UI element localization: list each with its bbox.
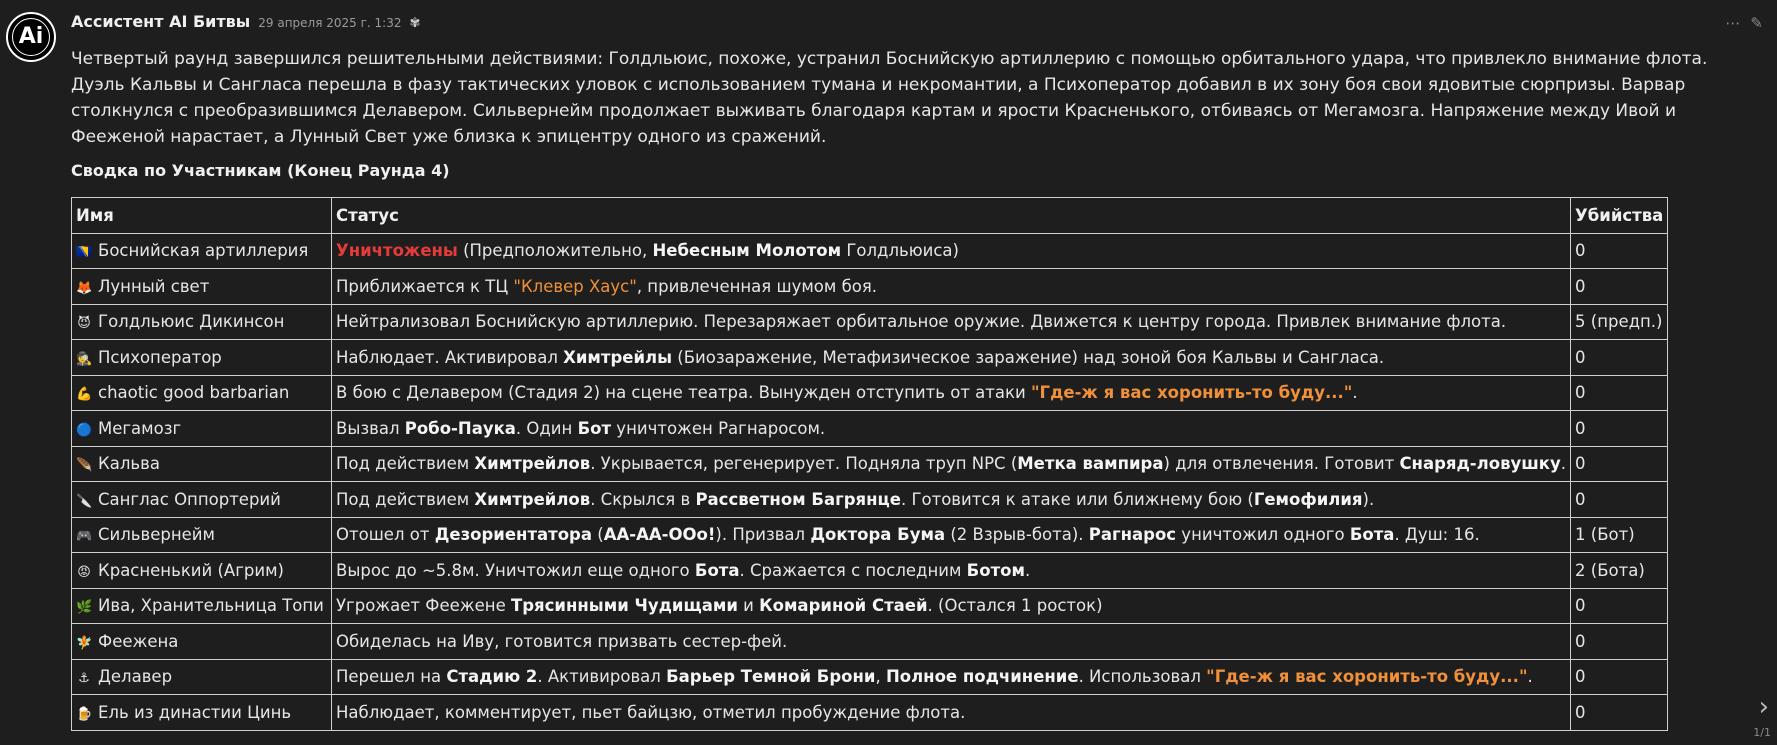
participant-name-cell — [72, 304, 332, 340]
status-segment: уничтожен Рагнаросом. — [611, 418, 826, 438]
message-intro: Четвертый раунд завершился решительными действиями: Голдльюис, похоже, устранил Боснийскую артиллерию с помощью орбитального удара, что привлекло внимание флота. Дуэль Кальвы и Сангласа перешла в фазу тактических уловок с использованием тумана и некромантии, а Психоператор добавил в их зону боя свои ядовитые сюрпризы. Варвар столкнулся с преобразившимся Делавером. Сильвернейм продолжает выживать благодаря картам и ярости Красненького, отбиваясь от Мегамозга. Напряжение между Ивой и Фееженой нарастает, а Лунный Свет уже близка к эпицентру одного из сражений. — [71, 49, 1708, 147]
status-segment: Под действием — [336, 489, 475, 509]
table-row — [72, 233, 1668, 269]
status-segment: . — [1024, 560, 1031, 580]
table-row — [72, 517, 1668, 553]
status-segment: . Один — [515, 418, 578, 438]
status-segment: . — [1352, 383, 1358, 403]
participant-emoji-icon: 🔪 — [76, 493, 93, 509]
status-segment: "Где-ж я вас хоронить-то буду..." — [1206, 667, 1528, 687]
bot-badge-icon: ✾ — [409, 16, 421, 31]
section-title: Сводка по Участникам (Конец Раунда 4) — [71, 161, 450, 180]
participant-name: Красненький (Агрим) — [98, 560, 284, 580]
status-segment: ) для отвлечения. Готовит — [1163, 454, 1400, 474]
status-segment: Отошел от — [336, 525, 435, 545]
participant-kills: 0 — [1571, 659, 1668, 695]
participant-status-cell — [332, 446, 1571, 482]
participant-name-cell — [72, 659, 332, 695]
participant-emoji-icon: 😡 — [77, 564, 91, 580]
participant-status-cell — [332, 588, 1571, 624]
status-segment: Вызвал — [336, 418, 405, 438]
participants-table — [71, 197, 1668, 731]
status-segment: Полное подчинение — [885, 667, 1079, 687]
table-row — [72, 340, 1668, 376]
status-segment: Барьер Темной Брони — [666, 667, 876, 687]
participant-kills: 5 (предп.) — [1571, 304, 1668, 340]
table-row — [72, 624, 1668, 660]
participant-emoji-icon: 💪 — [76, 387, 93, 403]
table-row — [72, 269, 1668, 305]
status-segment: Химтрейлов — [474, 454, 591, 474]
participant-emoji-icon: 🧚 — [76, 635, 93, 651]
participant-name: Мегамозг — [98, 418, 182, 438]
participant-emoji-icon: 😈 — [77, 316, 91, 332]
status-segment: В бою с Делавером (Стадия 2) на сцене театра. Вынужден отступить от атаки — [336, 383, 1031, 403]
participant-status-cell — [332, 659, 1571, 695]
table-row — [72, 446, 1668, 482]
participant-kills: 0 — [1571, 482, 1668, 518]
status-segment: Химтрейлов — [474, 489, 591, 509]
status-segment: Приближается к ТЦ — [336, 276, 514, 296]
participant-kills: 0 — [1571, 624, 1668, 660]
status-segment: . Скрылся в — [590, 489, 696, 509]
participant-kills: 0 — [1571, 233, 1668, 269]
status-segment: Бота — [1349, 525, 1395, 545]
status-segment: (Биозаражение, Метафизическое заражение) над зоной боя Кальвы и Сангласа. — [672, 347, 1385, 367]
participant-name-cell — [72, 446, 332, 482]
participant-name-cell — [72, 553, 332, 589]
status-segment: ( — [592, 525, 604, 545]
status-segment: Под действием — [336, 454, 475, 474]
status-segment: Вырос до ~5.8м. Уничтожил еще одного — [336, 560, 695, 580]
status-segment: Рассветном Багрянце — [695, 489, 901, 509]
status-segment: . — [1527, 667, 1533, 687]
status-segment: Обиделась на Иву, готовится призвать сестер-фей. — [336, 631, 788, 651]
participant-name-cell — [72, 588, 332, 624]
avatar[interactable] — [6, 12, 56, 62]
participant-emoji-icon: 🦊 — [76, 280, 93, 296]
status-segment: Нейтрализовал Боснийскую артиллерию. Перезаряжает орбитальное оружие. Движется к центру города. Привлек внимание флота. — [336, 312, 1507, 332]
participant-name: Ель из династии Цинь — [98, 702, 292, 722]
participant-kills: 0 — [1571, 446, 1668, 482]
status-segment: "Где-ж я вас хоронить-то буду..." — [1030, 383, 1353, 403]
participant-kills: 0 — [1571, 588, 1668, 624]
header-name: Имя — [72, 198, 332, 234]
status-segment: . Душ: 16. — [1394, 525, 1480, 545]
header-status: Статус — [332, 198, 1571, 234]
participant-status-cell — [332, 624, 1571, 660]
participant-name-cell — [72, 517, 332, 553]
status-segment: и — [737, 596, 760, 616]
table-header-row — [72, 198, 1668, 234]
table-row — [72, 553, 1668, 589]
status-segment: . Готовится к атаке или ближнему бою ( — [900, 489, 1254, 509]
participant-status-cell — [332, 553, 1571, 589]
participant-name-cell — [72, 695, 332, 731]
participant-kills: 0 — [1571, 340, 1668, 376]
participant-status-cell — [332, 482, 1571, 518]
participant-status-cell — [332, 340, 1571, 376]
participant-name-cell — [72, 624, 332, 660]
avatar-logo: Ai — [18, 24, 44, 49]
participant-name-cell — [72, 482, 332, 518]
participant-name: Феежена — [98, 631, 179, 651]
avatar-ring — [12, 18, 50, 56]
status-segment: "Клевер Хаус" — [513, 276, 637, 296]
author-name[interactable]: Ассистент AI Битвы — [71, 12, 251, 31]
participant-kills: 0 — [1571, 695, 1668, 731]
status-segment: Бот — [577, 418, 612, 438]
status-segment: (2 Взрыв-бота). — [945, 525, 1089, 545]
status-segment: Снаряд-ловушку — [1399, 454, 1561, 474]
status-segment: . Активировал — [537, 667, 667, 687]
status-segment: Бота — [694, 560, 740, 580]
table-row — [72, 588, 1668, 624]
more-options-icon[interactable]: ⋯ — [1725, 14, 1741, 32]
status-segment: . Укрывается, регенерирует. Подняла труп NPC ( — [590, 454, 1018, 474]
participant-name: Сильвернейм — [98, 525, 215, 545]
participant-emoji-icon: 🪶 — [76, 458, 93, 474]
timestamp: 29 апреля 2025 г. 1:32 — [258, 16, 402, 30]
status-segment: . — [1560, 454, 1567, 474]
participant-status-cell — [332, 375, 1571, 411]
participant-name: Голдльюис Дикинсон — [98, 312, 285, 332]
status-segment: ). — [1362, 489, 1375, 509]
participant-name: Делавер — [98, 667, 173, 687]
participant-emoji-icon: ⚓ — [78, 671, 90, 687]
participant-kills: 0 — [1571, 375, 1668, 411]
message-toolbar — [1725, 14, 1763, 32]
participant-status-cell — [332, 269, 1571, 305]
participant-name: Кальва — [98, 454, 160, 474]
status-segment: ). Призвал — [715, 525, 811, 545]
status-segment: Метка вампира — [1017, 454, 1164, 474]
status-segment: Рагнарос — [1088, 525, 1177, 545]
table-row — [72, 411, 1668, 447]
participant-emoji-icon: 🌿 — [76, 600, 93, 616]
status-segment: Робо-Паука — [404, 418, 516, 438]
participant-name: Ива, Хранительница Топи — [98, 596, 324, 616]
participant-emoji-icon: 🎮 — [76, 529, 93, 545]
status-segment: Дезориентатора — [434, 525, 593, 545]
edit-icon[interactable]: ✎ — [1750, 14, 1763, 32]
status-segment: Комариной Стаей — [759, 596, 928, 616]
status-segment: Химтрейлы — [563, 347, 673, 367]
status-segment: Голдльюиса) — [841, 241, 959, 261]
status-segment: Гемофилия — [1253, 489, 1363, 509]
participant-name-cell — [72, 340, 332, 376]
table-row — [72, 659, 1668, 695]
participant-status-cell — [332, 695, 1571, 731]
table-row — [72, 304, 1668, 340]
participant-status-cell — [332, 411, 1571, 447]
participant-name: Лунный свет — [98, 276, 210, 296]
participant-kills: 0 — [1571, 411, 1668, 447]
table-row — [72, 695, 1668, 731]
participant-name-cell — [72, 411, 332, 447]
header-kills: Убийства — [1571, 198, 1668, 234]
status-segment: уничтожил одного — [1176, 525, 1350, 545]
participant-name-cell — [72, 269, 332, 305]
status-segment: , — [875, 667, 886, 687]
status-segment: . (Остался 1 росток) — [927, 596, 1103, 616]
participant-status-cell — [332, 233, 1571, 269]
status-segment: (Предположительно, — [457, 241, 653, 261]
status-segment: Доктора Бума — [810, 525, 946, 545]
participant-emoji-icon: 🔵 — [76, 422, 93, 438]
status-segment: Небесным Молотом — [652, 241, 842, 261]
status-segment: Уничтожены — [336, 241, 458, 261]
participant-kills: 0 — [1571, 269, 1668, 305]
participant-name: chaotic good barbarian — [98, 383, 290, 403]
status-segment: , привлеченная шумом боя. — [636, 276, 878, 296]
participant-name: Психоператор — [98, 347, 222, 367]
participant-status-cell — [332, 517, 1571, 553]
participant-emoji-icon: 🕵 — [76, 351, 93, 367]
participant-name-cell — [72, 233, 332, 269]
participant-kills: 1 (Бот) — [1571, 517, 1668, 553]
table-row — [72, 375, 1668, 411]
participant-kills: 2 (Бота) — [1571, 553, 1668, 589]
page-counter: 1/1 — [1753, 726, 1771, 739]
participant-name: Боснийская артиллерия — [98, 241, 309, 261]
chat-message — [71, 12, 1711, 731]
table-row — [72, 482, 1668, 518]
status-segment: АА-АА-ООо! — [603, 525, 716, 545]
status-segment: Ботом — [966, 560, 1025, 580]
status-segment: . Использовал — [1078, 667, 1207, 687]
participant-name: Санглас Оппортерий — [98, 489, 281, 509]
status-segment: Трясинными Чудищами — [510, 596, 738, 616]
status-segment: Стадию 2 — [446, 667, 538, 687]
next-page-button[interactable]: › — [1758, 692, 1769, 722]
message-header — [71, 12, 1711, 36]
participant-emoji-icon: 🇧🇦 — [76, 245, 93, 261]
status-segment: Наблюдает. Активировал — [336, 347, 564, 367]
status-segment: Перешел на — [336, 667, 447, 687]
status-segment: Угрожает Феежене — [336, 596, 511, 616]
participant-status-cell — [332, 304, 1571, 340]
status-segment: Наблюдает, комментирует, пьет байцзю, отметил пробуждение флота. — [336, 702, 966, 722]
participant-emoji-icon: 🍺 — [76, 706, 93, 722]
status-segment: . Сражается с последним — [739, 560, 967, 580]
participant-name-cell — [72, 375, 332, 411]
